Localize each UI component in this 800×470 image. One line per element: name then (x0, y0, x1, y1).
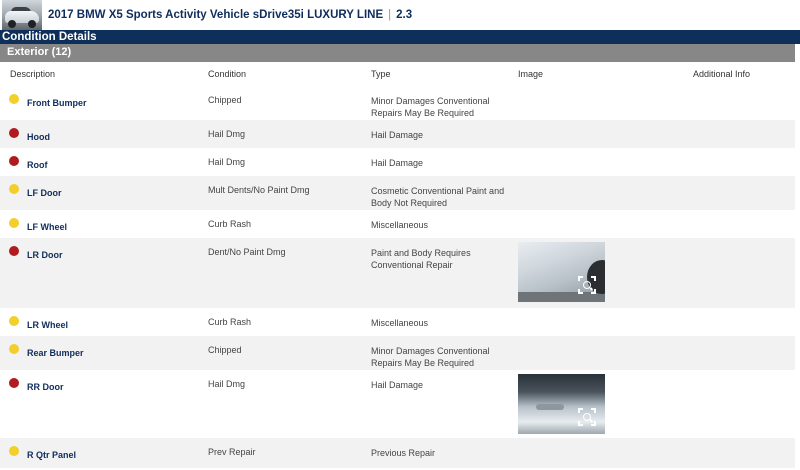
status-dot-icon (9, 344, 19, 354)
status-dot-icon (9, 316, 19, 326)
vehicle-title (48, 9, 412, 21)
title-separator: | (388, 9, 392, 21)
damage-condition: Hail Dmg (208, 129, 246, 139)
damage-description: Rear Bumper (27, 348, 84, 358)
status-dot-icon (9, 128, 19, 138)
damage-description: LR Door (27, 250, 63, 260)
vehicle-name: 2017 BMW X5 Sports Activity Vehicle sDrive35i LUXURY LINE (48, 9, 384, 21)
group-label: Exterior (12) (7, 46, 72, 58)
status-dot-icon (9, 218, 19, 228)
table-row (0, 438, 795, 468)
table-row (0, 238, 795, 308)
table-row (0, 370, 795, 438)
damage-condition: Chipped (208, 95, 242, 105)
damage-type: Minor Damages Conventional Repairs May Be Required (371, 346, 490, 368)
table-row (0, 148, 795, 176)
column-header-additional-info: Additional Info (693, 69, 751, 79)
table-row (0, 210, 795, 238)
damage-description: LF Door (27, 188, 62, 198)
table-row (0, 308, 795, 336)
column-header-condition: Condition (208, 69, 247, 79)
zoom-icon[interactable] (578, 408, 596, 426)
damage-condition: Curb Rash (208, 219, 252, 229)
group-header-exterior[interactable] (0, 44, 795, 62)
column-header-type: Type (371, 69, 391, 79)
table-header (0, 62, 795, 84)
damage-description: RR Door (27, 382, 64, 392)
condition-grade: 2.3 (396, 9, 413, 21)
damage-description: R Qtr Panel (27, 450, 77, 460)
damage-description: Roof (27, 160, 48, 170)
damage-description: LR Wheel (27, 320, 69, 330)
damage-condition: Dent/No Paint Dmg (208, 247, 286, 257)
column-header-image: Image (518, 69, 544, 79)
table-row (0, 176, 795, 210)
damage-type: Miscellaneous (371, 220, 429, 230)
table-row (0, 120, 795, 148)
status-dot-icon (9, 94, 19, 104)
damage-photo-lr-door[interactable] (518, 242, 605, 302)
damage-condition: Hail Dmg (208, 157, 246, 167)
status-dot-icon (9, 246, 19, 256)
status-dot-icon (9, 156, 19, 166)
vehicle-thumbnail[interactable] (2, 0, 42, 30)
table-row (0, 86, 795, 120)
damage-type: Miscellaneous (371, 318, 429, 328)
damage-type: Hail Damage (371, 130, 424, 140)
damage-type: Hail Damage (371, 380, 424, 390)
damage-condition: Hail Dmg (208, 379, 246, 389)
damage-type: Hail Damage (371, 158, 424, 168)
damage-type: Minor Damages Conventional Repairs May Be Required (371, 96, 490, 118)
damage-photo-rr-door[interactable] (518, 374, 605, 434)
status-dot-icon (9, 378, 19, 388)
damage-type: Paint and Body Requires Conventional Repair (371, 248, 471, 270)
damage-condition: Curb Rash (208, 317, 252, 327)
vehicle-header (0, 0, 800, 30)
damage-description: LF Wheel (27, 222, 67, 232)
status-dot-icon (9, 446, 19, 456)
damage-type: Previous Repair (371, 448, 436, 458)
damage-description: Front Bumper (27, 98, 87, 108)
section-title: Condition Details (2, 31, 97, 43)
table-row (0, 336, 795, 370)
damage-condition: Prev Repair (208, 447, 256, 457)
zoom-icon[interactable] (578, 276, 596, 294)
status-dot-icon (9, 184, 19, 194)
column-header-description: Description (10, 69, 56, 79)
damage-condition: Chipped (208, 345, 242, 355)
damage-condition: Mult Dents/No Paint Dmg (208, 185, 310, 195)
damage-description: Hood (27, 132, 50, 142)
section-header (0, 30, 800, 44)
damage-type: Cosmetic Conventional Paint and Body Not Required (371, 186, 505, 208)
